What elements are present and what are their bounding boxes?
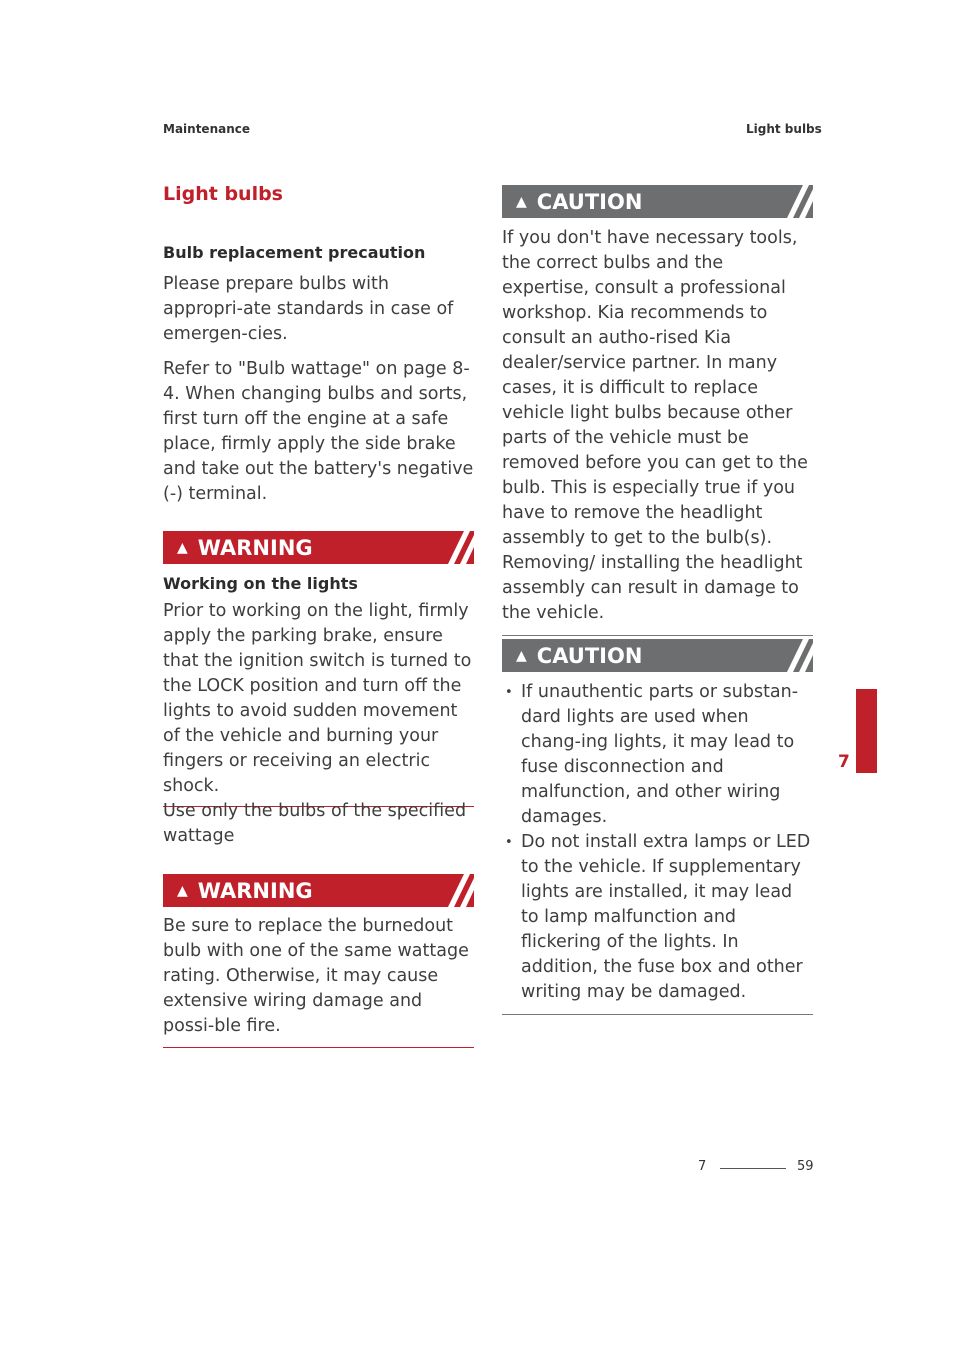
caution-banner xyxy=(502,185,813,218)
chapter-side-tab xyxy=(856,689,877,773)
caution-end-rule xyxy=(502,1014,813,1015)
warning-banner xyxy=(163,531,474,564)
warning-label: WARNING xyxy=(197,535,313,560)
warning-text: Be sure to replace the burnedout bulb with one of the same wattage rating. Otherwise, it may cause extensive wiring damage and possi-ble fire. xyxy=(163,916,469,1036)
chapter-side-number: 7 xyxy=(838,752,850,772)
footer-divider xyxy=(720,1168,786,1169)
warning-end-rule xyxy=(163,1047,474,1048)
footer-page-number: 59 xyxy=(797,1159,814,1174)
subheading-bulb-replacement: Bulb replacement precaution xyxy=(163,243,426,262)
caution-end-rule xyxy=(502,635,813,636)
warning-banner xyxy=(163,874,474,907)
caution-box-tools xyxy=(502,185,813,636)
warning-triangle-icon: ▲ xyxy=(177,539,188,556)
caution-list xyxy=(502,680,813,1005)
warning-box-wattage xyxy=(163,874,474,1048)
paragraph-bulb-wattage-ref: Refer to "Bulb wattage" on page 8-4. When changing bulbs and sorts, first turn off the engine at a safe place, firmly apply the side brake and take out the battery's negative (-) terminal. xyxy=(163,359,474,504)
paragraph-prepare-bulbs: Please prepare bulbs with appropri-ate standards in case of emergen-cies. xyxy=(163,274,454,344)
caution-triangle-icon: ▲ xyxy=(516,647,527,664)
caution-label: CAUTION xyxy=(536,189,643,214)
caution-label: CAUTION xyxy=(536,643,643,668)
running-header-topic: Light bulbs xyxy=(746,122,822,136)
warning-heading: Working on the lights xyxy=(163,574,358,593)
banner-stripes-icon xyxy=(426,531,474,564)
warning-box-lights xyxy=(163,531,474,807)
banner-stripes-icon xyxy=(765,639,813,672)
banner-stripes-icon xyxy=(426,874,474,907)
warning-triangle-icon: ▲ xyxy=(177,882,188,899)
page-title: Light bulbs xyxy=(163,183,283,205)
list-item: • Do not install extra lamps or LED to the vehicle. If supplementary lights are installed, it may lead to lamp malfunction and flickering of the lights. In addition, the fuse box and other writing may be damaged. xyxy=(502,830,813,1005)
paragraph-specified-wattage: Use only the bulbs of the specified wattage xyxy=(163,801,467,846)
caution-text: If you don't have necessary tools, the correct bulbs and the expertise, consult a professional workshop. Kia recommends to consult an autho-rised Kia dealer/service partner. In many cases, it is difficult to replace vehicle light bulbs because other parts of the vehicle must be removed before you can get to the bulb. This is especially true if you have to remove the headlight assembly to get to the bulb(s). Removing/ installing the headlight assembly can result in damage to the vehicle. xyxy=(502,228,808,623)
warning-text: Prior to working on the light, firmly apply the parking brake, ensure that the ignition switch is turned to the LOCK position and turn off the lights to avoid sudden movement of the vehicle and burning your fingers or receiving an electric shock. xyxy=(163,601,472,796)
warning-label: WARNING xyxy=(197,878,313,903)
caution-box-parts xyxy=(502,639,813,1015)
running-header-section: Maintenance xyxy=(163,122,251,136)
footer-chapter-number: 7 xyxy=(698,1159,707,1174)
list-item: • If unauthentic parts or substan-dard lights are used when chang-ing lights, it may lead to fuse disconnection and malfunction, and other wiring damages. xyxy=(502,680,813,830)
banner-stripes-icon xyxy=(765,185,813,218)
caution-triangle-icon: ▲ xyxy=(516,193,527,210)
caution-banner xyxy=(502,639,813,672)
